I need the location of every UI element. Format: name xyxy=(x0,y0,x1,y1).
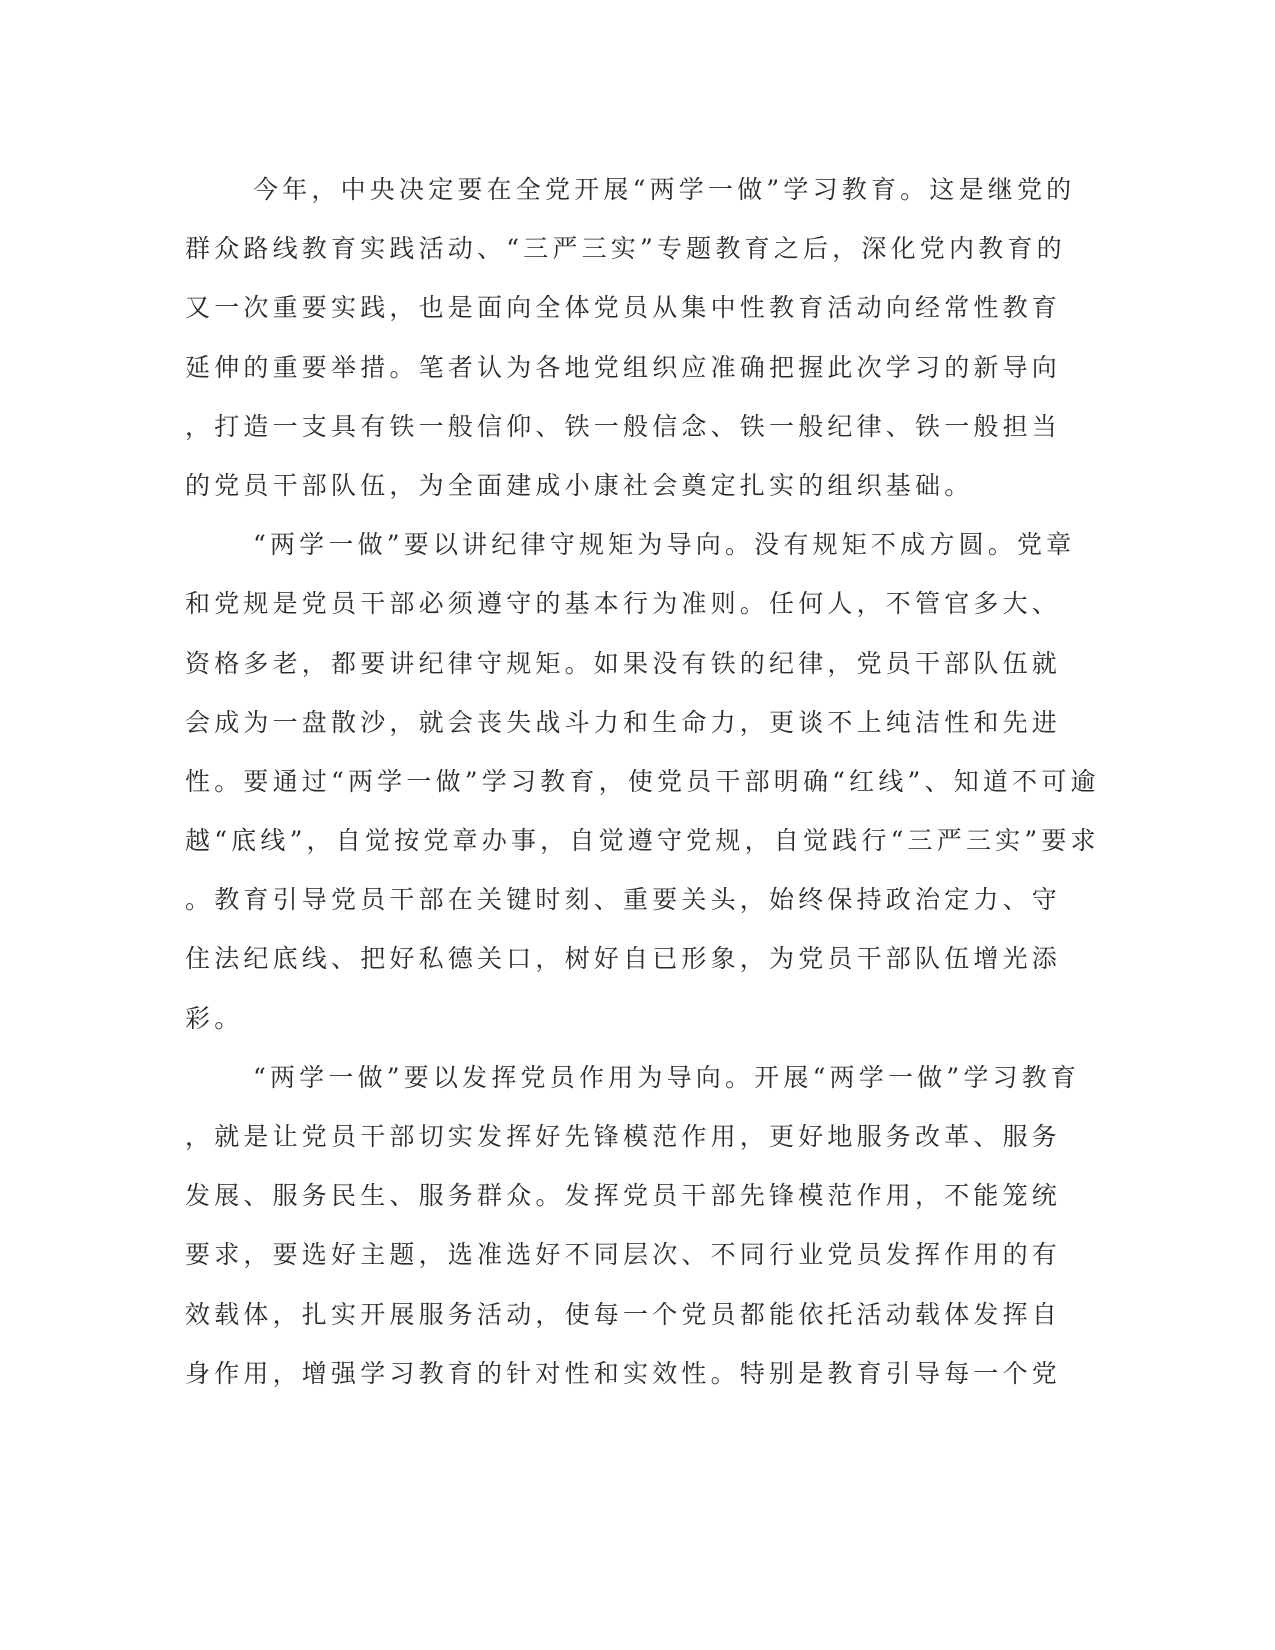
paragraph-line: 今年，中央决定要在全党开展“两学一做”学习教育。这是继党的 xyxy=(253,175,1076,204)
paragraph-line: 和党规是党员干部必须遵守的基本行为准则。任何人，不管官多大、 xyxy=(185,589,1062,619)
paragraph-line: 越“底线”，自觉按党章办事，自觉遵守党规，自觉践行“三严三实”要求 xyxy=(185,826,1100,856)
paragraph-line: 身作用，增强学习教育的针对性和实效性。特别是教育引导每一个党 xyxy=(185,1358,1062,1388)
paragraph-line: 会成为一盘散沙，就会丧失战斗力和生命力，更谈不上纯洁性和先进 xyxy=(185,707,1062,737)
paragraph-1 xyxy=(185,160,1075,515)
paragraph-line: 资格多老，都要讲纪律守规矩。如果没有铁的纪律，党员干部队伍就 xyxy=(185,648,1062,678)
paragraph-line: 效载体，扎实开展服务活动，使每一个党员都能依托活动载体发挥自 xyxy=(185,1299,1062,1329)
paragraph-line: 发展、服务民生、服务群众。发挥党员干部先锋模范作用，不能笼统 xyxy=(185,1181,1062,1211)
paragraph-line: “两学一做”要以讲纪律守规矩为导向。没有规矩不成方圆。党章 xyxy=(253,530,1076,560)
document-body xyxy=(185,160,1100,1403)
paragraph-line: 性。要通过“两学一做”学习教育，使党员干部明确“红线”、知道不可逾 xyxy=(185,766,1100,796)
paragraph-line: 的党员干部队伍，为全面建成小康社会奠定扎实的组织基础。 xyxy=(185,470,974,500)
paragraph-line: 。教育引导党员干部在关键时刻、重要关头，始终保持政治定力、守 xyxy=(185,885,1062,915)
paragraph-line: 彩。 xyxy=(185,1003,244,1033)
paragraph-line: “两学一做”要以发挥党员作用为导向。开展“两学一做”学习教育 xyxy=(253,1062,1081,1092)
paragraph-line: 要求，要选好主题，选准选好不同层次、不同行业党员发挥作用的有 xyxy=(185,1240,1062,1270)
paragraph-2 xyxy=(185,515,1100,1048)
paragraph-3 xyxy=(185,1048,1081,1403)
paragraph-line: ，打造一支具有铁一般信仰、铁一般信念、铁一般纪律、铁一般担当 xyxy=(185,411,1062,441)
paragraph-line: 住法纪底线、把好私德关口，树好自已形象，为党员干部队伍增光添 xyxy=(185,944,1062,974)
paragraph-line: 群众路线教育实践活动、“三严三实”专题教育之后，深化党内教育的 xyxy=(185,234,1066,264)
paragraph-line: 又一次重要实践，也是面向全体党员从集中性教育活动向经常性教育 xyxy=(185,293,1062,323)
paragraph-line: ，就是让党员干部切实发挥好先锋模范作用，更好地服务改革、服务 xyxy=(185,1122,1062,1151)
paragraph-line: 延伸的重要举措。笔者认为各地党组织应准确把握此次学习的新导向 xyxy=(185,352,1062,382)
